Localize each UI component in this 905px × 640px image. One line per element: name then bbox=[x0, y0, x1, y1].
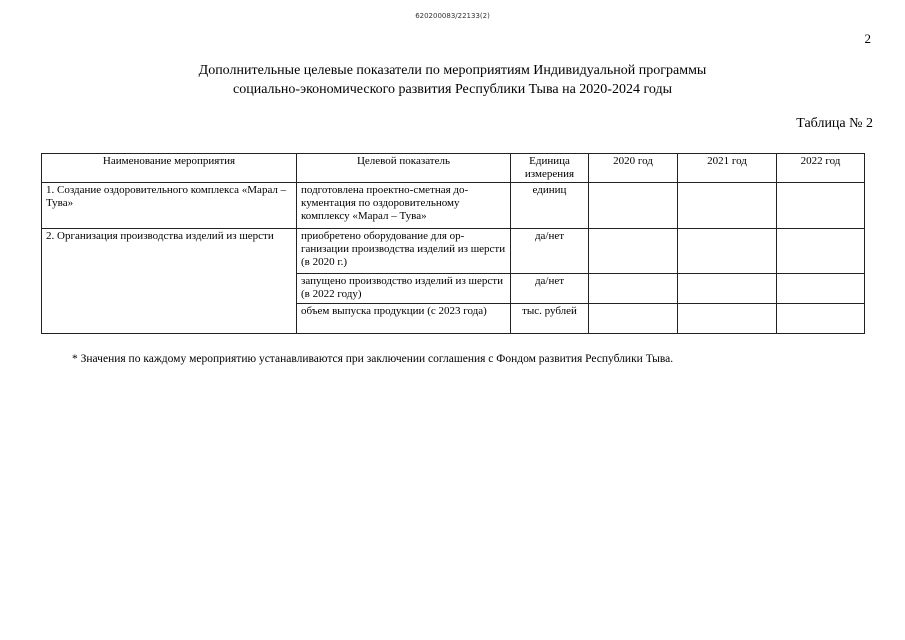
footnote: * Значения по каждому мероприятию устанавливаются при заключении соглашения с Фондом развития Республики Тыва. bbox=[72, 353, 674, 365]
document-id: 620200083/22133(2) bbox=[415, 12, 490, 20]
cell-2021 bbox=[678, 304, 777, 334]
cell-indicator: подготовлена проектно-сметная до-кументация по оздоровительному комплексу «Марал – Тува» bbox=[297, 183, 511, 229]
cell-2020 bbox=[589, 183, 678, 229]
cell-indicator: объем выпуска продукции (с 2023 года) bbox=[297, 304, 511, 334]
header-2022: 2022 год bbox=[777, 154, 865, 183]
cell-indicator: запущено производство изделий из шерсти (в 2022 году) bbox=[297, 274, 511, 304]
cell-2020 bbox=[589, 304, 678, 334]
title-line-1: Дополнительные целевые показатели по мероприятиям Индивидуальной программы bbox=[198, 63, 707, 78]
cell-2022 bbox=[777, 183, 865, 229]
cell-measure: 2. Организация производства изделий из шерсти bbox=[42, 229, 297, 334]
cell-measure: 1. Создание оздоровительного комплекса «Марал – Тува» bbox=[42, 183, 297, 229]
cell-unit: да/нет bbox=[511, 229, 589, 274]
header-unit: Единица измерения bbox=[511, 154, 589, 183]
cell-2022 bbox=[777, 229, 865, 274]
table-label: Таблица № 2 bbox=[796, 116, 873, 131]
cell-2022 bbox=[777, 274, 865, 304]
title-line-2: социально-экономического развития Республики Тыва на 2020-2024 годы bbox=[233, 82, 672, 97]
cell-2021 bbox=[678, 229, 777, 274]
document-title bbox=[0, 61, 905, 99]
cell-unit: тыс. рублей bbox=[511, 304, 589, 334]
cell-unit: единиц bbox=[511, 183, 589, 229]
cell-indicator: приобретено оборудование для ор-ганизации производства изделий из шерсти (в 2020 г.) bbox=[297, 229, 511, 274]
cell-2020 bbox=[589, 229, 678, 274]
header-indicator: Целевой показатель bbox=[297, 154, 511, 183]
header-2020: 2020 год bbox=[589, 154, 678, 183]
table-row bbox=[42, 183, 865, 229]
cell-2021 bbox=[678, 274, 777, 304]
page-number: 2 bbox=[864, 31, 871, 46]
cell-2020 bbox=[589, 274, 678, 304]
table-row bbox=[42, 229, 865, 274]
header-2021: 2021 год bbox=[678, 154, 777, 183]
header-measure: Наименование мероприятия bbox=[42, 154, 297, 183]
table-header-row bbox=[42, 154, 865, 183]
cell-2022 bbox=[777, 304, 865, 334]
cell-unit: да/нет bbox=[511, 274, 589, 304]
indicators-table bbox=[41, 153, 865, 334]
cell-2021 bbox=[678, 183, 777, 229]
